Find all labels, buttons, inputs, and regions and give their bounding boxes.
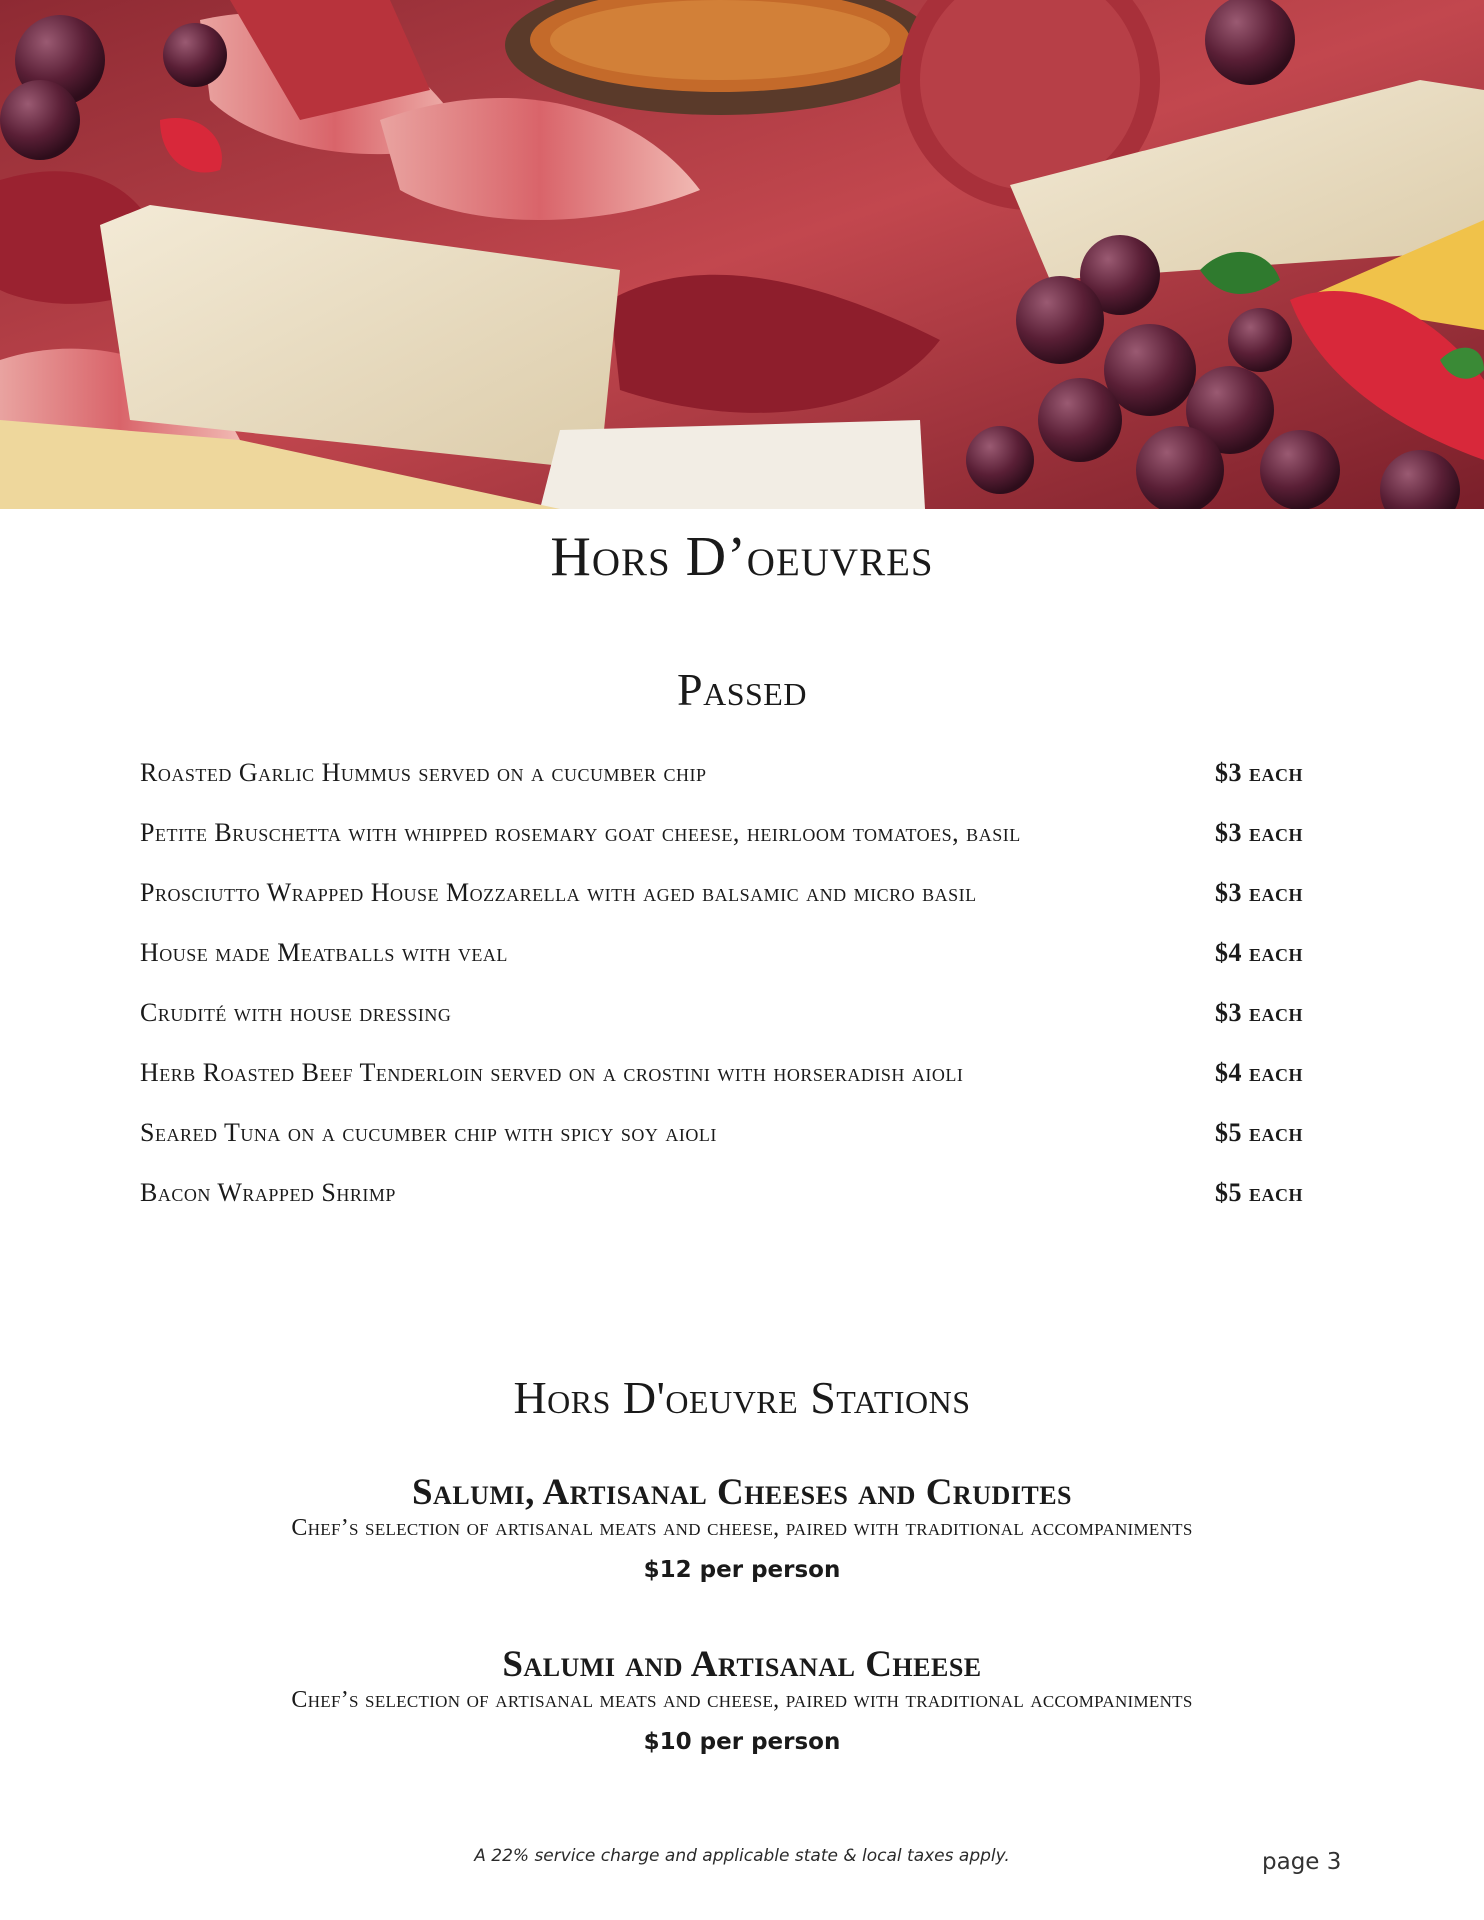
item-price: $3 each <box>1215 818 1304 847</box>
passed-items-list <box>140 755 1320 1235</box>
list-item <box>140 815 1320 875</box>
station-name: Salumi, Artisanal Cheeses and Crudites <box>411 1472 1073 1513</box>
item-name: Herb Roasted Beef Tenderloin served on a crostini with horseradish aioli <box>140 1058 964 1087</box>
item-price: $5 each <box>1215 1178 1304 1207</box>
item-name: Seared Tuna on a cucumber chip with spicy soy aioli <box>140 1118 717 1147</box>
item-name: Crudité with house dressing <box>140 998 452 1027</box>
list-item <box>140 1175 1320 1235</box>
section-title-passed: Passed <box>677 664 807 715</box>
station-description: Chef’s selection of artisanal meats and cheese, paired with traditional accompaniments <box>291 1687 1193 1713</box>
item-name: House made Meatballs with veal <box>140 938 508 967</box>
station-description: Chef’s selection of artisanal meats and cheese, paired with traditional accompaniments <box>291 1515 1193 1541</box>
list-item <box>140 1055 1320 1115</box>
list-item <box>140 1115 1320 1175</box>
item-price: $4 each <box>1215 1058 1304 1087</box>
station-price: $10 per person <box>643 1729 841 1755</box>
service-charge-note: A 22% service charge and applicable state & local taxes apply. <box>474 1846 1010 1866</box>
station-salumi-cheeses-crudites <box>0 1473 1484 1585</box>
item-price: $3 each <box>1215 758 1304 787</box>
item-name: Roasted Garlic Hummus served on a cucumber chip <box>140 758 707 787</box>
hero-photo-charcuterie <box>0 0 1484 509</box>
list-item <box>140 875 1320 935</box>
page-number: page 3 <box>1262 1849 1342 1875</box>
item-name: Petite Bruschetta with whipped rosemary goat cheese, heirloom tomatoes, basil <box>140 818 1021 847</box>
item-price: $5 each <box>1215 1118 1304 1147</box>
item-price: $4 each <box>1215 938 1304 967</box>
station-price: $12 per person <box>643 1557 841 1583</box>
station-salumi-cheese <box>0 1645 1484 1757</box>
list-item <box>140 755 1320 815</box>
page-title: Hors D’oeuvres <box>550 526 934 588</box>
item-name: Bacon Wrapped Shrimp <box>140 1178 396 1207</box>
list-item <box>140 995 1320 1055</box>
station-name: Salumi and Artisanal Cheese <box>502 1644 982 1685</box>
item-name: Prosciutto Wrapped House Mozzarella with aged balsamic and micro basil <box>140 878 977 907</box>
item-price: $3 each <box>1215 878 1304 907</box>
item-price: $3 each <box>1215 998 1304 1027</box>
section-title-stations: Hors D'oeuvre Stations <box>513 1372 971 1423</box>
list-item <box>140 935 1320 995</box>
